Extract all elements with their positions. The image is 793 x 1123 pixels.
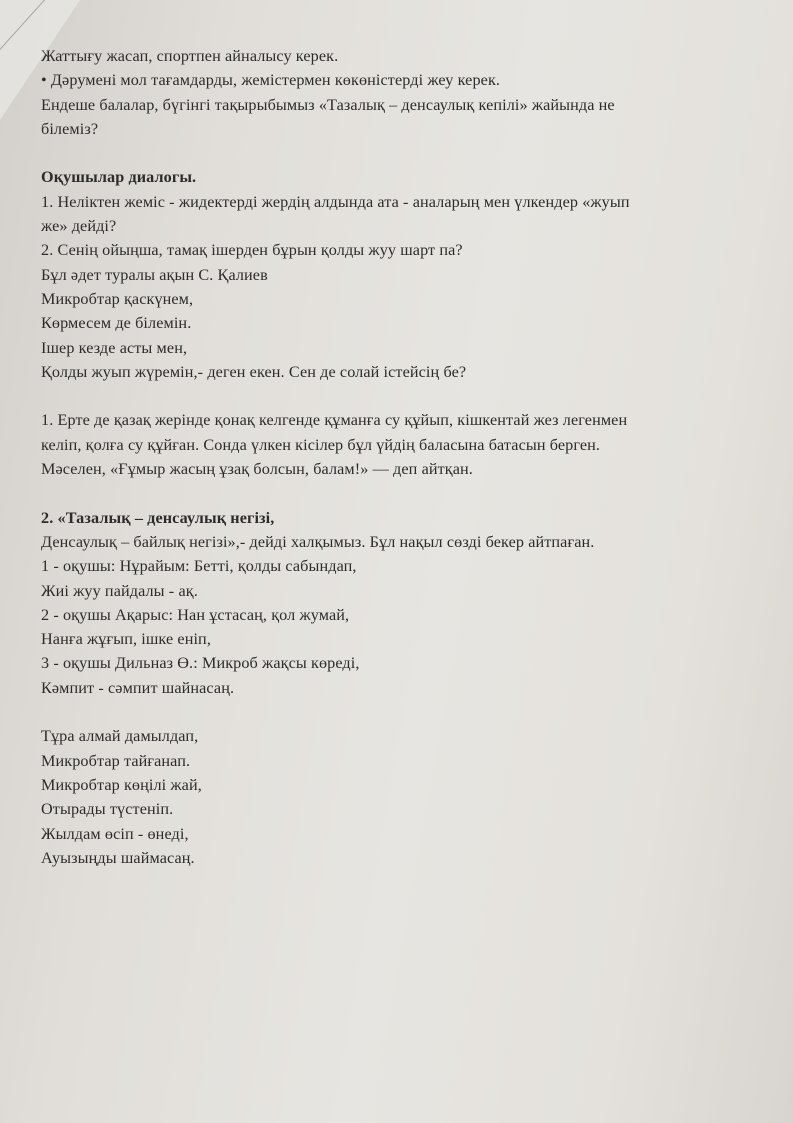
intro-line: Ендеше балалар, бүгінгі тақырыбымыз «Тазалық – денсаулық кепілі» жайында не: [41, 95, 615, 114]
spacer: [41, 700, 773, 724]
section-2-title: «Тазалық – денсаулық негізі,: [57, 508, 275, 527]
intro-line: • Дәрумені мол тағамдарды, жемістермен көкөністерді жеу керек.: [41, 71, 501, 90]
poem-line: Тұра алмай дамылдап,: [41, 727, 199, 746]
section-2-line: Денсаулық – байлық негізі»,- дейді халқымыз. Бұл нақыл сөзді бекер айтпаған.: [41, 532, 595, 551]
dialog-line: Қолды жуып жүремін,- деген екен. Сен де солай істейсің бе?: [41, 362, 467, 381]
tradition-line: Мәселен, «Ғұмыр жасың ұзақ болсын, балам!» — деп айтқан.: [41, 460, 473, 479]
poem-line: Отырады түстеніп.: [41, 800, 174, 819]
poem-line: Жылдам өсіп - өнеді,: [41, 824, 189, 843]
dialog-block: [41, 165, 773, 384]
section-2-number: 2.: [41, 508, 58, 527]
dialog-heading: Оқушылар диалогы.: [41, 168, 197, 187]
spacer: [41, 384, 773, 408]
intro-line: Жаттығу жасап, спортпен айналысу керек.: [41, 47, 339, 65]
dialog-line: Ішер кезде асты мен,: [41, 338, 188, 357]
intro-block: [41, 44, 773, 141]
spacer: [41, 141, 773, 165]
dialog-line: Микробтар қаскүнем,: [41, 289, 194, 308]
section-2-line: Жиі жуу пайдалы - ақ.: [41, 581, 198, 600]
intro-line: білеміз?: [41, 119, 99, 138]
section-2-line: Кәмпит - сәмпит шайнасаң.: [41, 678, 235, 697]
poem-block: [41, 724, 773, 870]
section-2-heading: [41, 506, 773, 530]
dialog-line: 1. Неліктен жеміс - жидектерді жердің алдында ата - аналарың мен үлкендер «жуып: [41, 192, 630, 211]
section-2-line: Нанға жұғып, ішке еніп,: [41, 630, 211, 649]
tradition-block: [41, 408, 773, 481]
section-2-line: 1 - оқушы: Нұрайым: Бетті, қолды сабындап,: [41, 557, 357, 576]
section-2-line: 3 - оқушы Дильназ Ө.: Микроб жақсы көреді,: [41, 654, 360, 673]
poem-line: Микробтар көңілі жай,: [41, 775, 202, 794]
dialog-line: Бұл әдет туралы ақын С. Қалиев: [41, 265, 268, 284]
dialog-line: же» дейді?: [41, 217, 117, 236]
tradition-line: келіп, қолға су құйған. Сонда үлкен кісілер бұл үйдің баласына батасын берген.: [41, 435, 601, 454]
dialog-line: 2. Сенің ойыңша, тамақ ішерден бұрын қолды жуу шарт па?: [41, 241, 463, 260]
section-2-line: 2 - оқушы Ақарыс: Нан ұстасаң, қол жумай,: [41, 605, 350, 624]
poem-line: Микробтар тайғанап.: [41, 751, 191, 770]
poem-line: Ауызыңды шаймасаң.: [41, 848, 195, 867]
tradition-line: 1. Ерте де қазақ жерінде қонақ келгенде құманға су құйып, кішкентай жез легенмен: [41, 411, 628, 430]
section-2-block: [41, 506, 773, 700]
dialog-line: Көрмесем де білемін.: [41, 314, 192, 333]
document-text: [41, 44, 773, 870]
spacer: [41, 481, 773, 505]
